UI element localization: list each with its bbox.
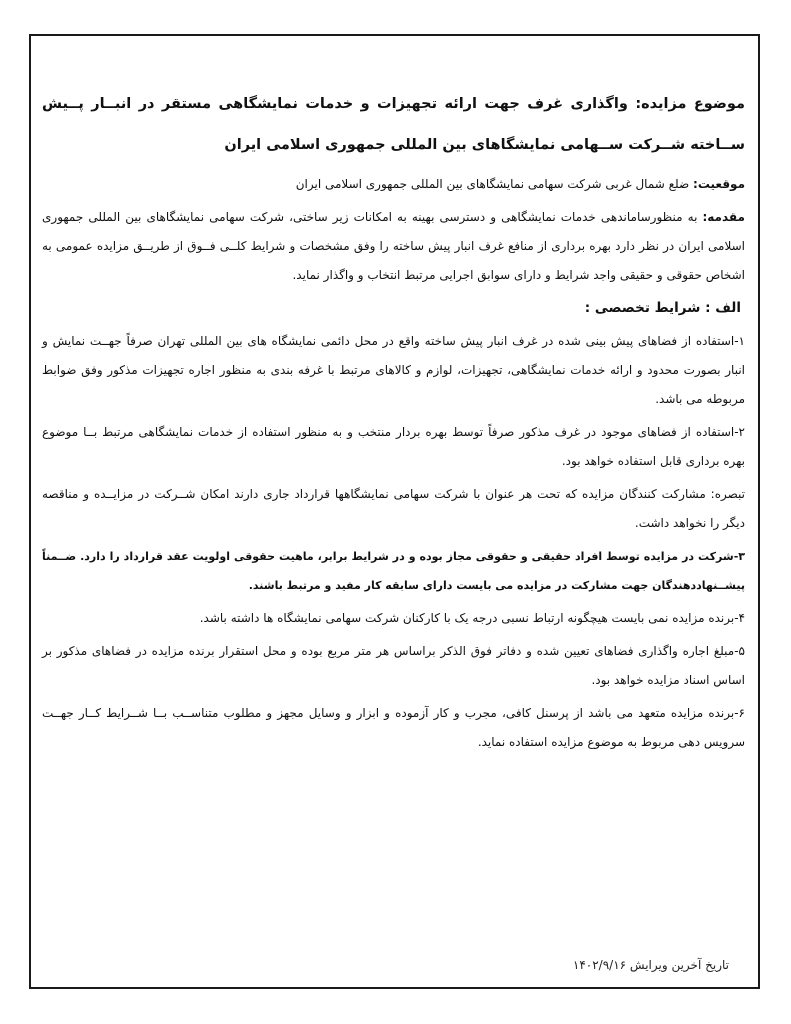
location-label: موقعیت: [693,177,745,191]
subject-label: موضوع مزایده: [635,96,745,112]
subject-paragraph [42,84,745,166]
item-4: ۴-برنده مزایده نمی بایست هیچگونه ارتباط نسبی درجه یک با کارکنان شرکت سهامی نمایشگاه ها داشته باشد. [199,611,745,625]
item-3: ۳-شرکت در مزایده توسط افراد حقیقی و حقوقی مجاز بوده و در شرایط برابر، ماهیت حقوقی اولویت عقد قرارداد را دارد. ضــمناً پیشــنهاددهندگان جهت مشارکت در مزایده می بایست دارای سابقه کار مفید و مرتبط باشند. [42,550,745,592]
item-2: ۲-استفاده از فضاهای موجود در غرف مذکور صرفاً توسط بهره بردار منتخب و به منظور استفاده از خدمات نمایشگاهی مرتبط بــا موضوع بهره برداری قابل استفاده خواهد بود. [42,425,745,468]
item-6: ۶-برنده مزایده متعهد می باشد از پرسنل کافی، مجرب و کار آزموده و ابزار و وسایل مجهز و مطلوب متناســب بــا شــرایط کــار جهــت سرویس دهی مربوط به موضوع مزایده استفاده نماید. [42,706,745,749]
last-edit-date: تاریخ آخرین ویرایش ۱۴۰۲/۹/۱۶ [572,958,729,972]
subject-text: واگذاری غرف جهت ارائه تجهیزات و خدمات نمایشگاهی مستقر در انبــار پــیش ســاخته شــرکت ســهامی نمایشگاهای بین المللی جمهوری اسلامی ایران [42,96,745,153]
section-heading: الف : شرایط تخصصی : [584,300,741,316]
note-paragraph: تبصره: مشارکت کنندگان مزایده که تحت هر عنوان با شرکت سهامی نمایشگاهها قرارداد جاری دارند امکان شــرکت در مزایــده و مناقصه دیگر را نخواهد داشت. [42,487,745,530]
location-text: ضلع شمال غربی شرکت سهامی نمایشگاهای بین المللی جمهوری اسلامی ایران [295,177,690,191]
intro-label: مقدمه: [702,210,745,224]
item-5: ۵-مبلغ اجاره واگذاری فضاهای تعیین شده و دفاتر فوق الذکر براساس هر متر مربع بوده و محل استقرار برنده مزایده در فضاهای مذکور بر اساس اسناد مزایده خواهد بود. [42,644,745,687]
location-paragraph [42,170,745,199]
document-body [42,84,745,757]
item-1: ۱-استفاده از فضاهای پیش بینی شده در غرف انبار پیش ساخته واقع در محل دائمی نمایشگاه های بین المللی تهران صرفاً جهــت نمایش و انبار بصورت محدود و ارائه خدمات نمایشگاهی، تجهیزات، لوازم و کالاهای مرتبط با غرفه بندی به منظور اجاره تجهیزات مذکور وفق ضوابط مربوطه می باشد. [42,334,745,406]
intro-text: به منظورساماندهی خدمات نمایشگاهی و دسترسی بهینه به امکانات زیر ساختی، شرکت سهامی نمایشگاهای بین المللی جمهوری اسلامی ایران در نظر دارد بهره برداری از منافع غرف انبار پیش ساخته را وفق مشخصات و شرایط کلــی فــوق از طریــق مزایده عمومی به اشخاص حقوقی و حقیقی واجد شرایط و دارای سوابق اجرایی مرتبط انتخاب و واگذار نماید. [42,210,745,282]
intro-paragraph [42,203,745,290]
